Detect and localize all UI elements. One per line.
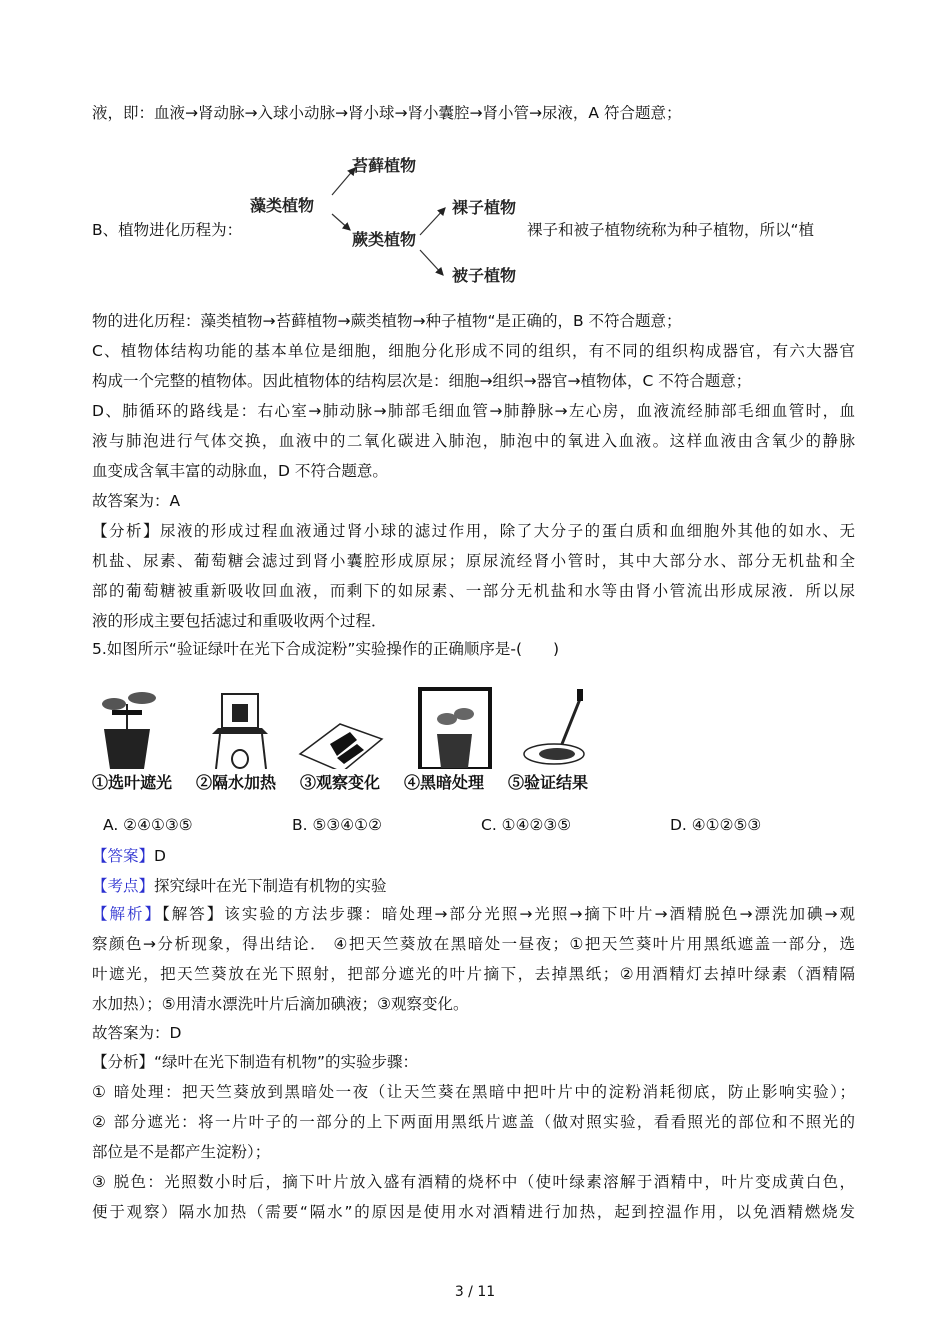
question-5: 5.如图所示“验证绿叶在光下合成淀粉”实验操作的正确顺序是-( ): [92, 640, 560, 658]
text-line: 部位是不是都产生淀粉）；: [92, 1143, 271, 1161]
text-line: ① 暗处理：把天竺葵放到黑暗处一夜（让天竺葵在黑暗中把叶片中的淀粉消耗彻底，防止影响实验）；: [92, 1083, 855, 1101]
text-line: C、植物体结构功能的基本单位是细胞，细胞分化形成不同的组织，有不同的组织构成器官，有六大器官: [92, 342, 855, 360]
analysis-line: [92, 904, 855, 924]
diagram-node-moss: 苔藓植物: [352, 156, 417, 175]
experiment-figure: [92, 684, 612, 769]
text-line: 构成一个完整的植物体。因此植物体的结构层次是：细胞→组织→器官→植物体，C 不符合题意；: [92, 372, 752, 390]
text-line: 故答案为：A: [92, 492, 181, 510]
diagram-node-gymnosperm: 裸子植物: [452, 198, 517, 217]
water-bath-icon: [212, 694, 268, 769]
text-line: 部的葡萄糖被重新吸收回血液，而剩下的如尿素、一部分无机盐和水等由肾小管流出形成尿液．所以尿: [92, 582, 855, 600]
option-d: D. ④①②⑤③: [670, 816, 762, 834]
figure-caption: ③观察变化: [300, 773, 381, 792]
text-line: ② 部分遮光：将一片叶子的一部分的上下两面用黑纸片遮盖（做对照实验，看看照光的部位和不照光的: [92, 1113, 855, 1131]
point-line: [92, 876, 855, 896]
leaf-result-icon: [300, 724, 382, 769]
diagram-node-angiosperm: 被子植物: [452, 266, 517, 285]
dark-treatment-icon: [420, 689, 490, 769]
option-a: A. ②④①③⑤: [103, 816, 193, 834]
text-line: 血变成含氧丰富的动脉血，D 不符合题意。: [92, 462, 388, 480]
figure-caption: ②隔水加热: [196, 773, 277, 792]
diagram-node-algae: 藻类植物: [250, 196, 315, 215]
point-value: 探究绿叶在光下制造有机物的实验: [154, 877, 387, 895]
text-line: B、植物进化历程为：: [92, 221, 243, 239]
text-line: 液，即：血液→肾动脉→入球小动脉→肾小球→肾小囊腔→肾小管→尿液，A 符合题意；: [92, 104, 682, 122]
text-line: 液的形成主要包括滤过和重吸收两个过程．: [92, 612, 387, 630]
text-line: 【分析】尿液的形成过程血液通过肾小球的滤过作用，除了大分子的蛋白质和血细胞外其他的如水、无: [92, 522, 855, 540]
text-line: ③ 脱色：光照数小时后，摘下叶片放入盛有酒精的烧杯中（使叶绿素溶解于酒精中，叶片变成黄白色，: [92, 1173, 855, 1191]
text-line: D、肺循环的路线是：右心室→肺动脉→肺部毛细血管→肺静脉→左心房，血液流经肺部毛细血管时，血: [92, 402, 855, 420]
text-line: 【分析】“绿叶在光下制造有机物”的实验步骤：: [92, 1053, 419, 1071]
analysis-text: 【解答】该实验的方法步骤：暗处理→部分光照→光照→摘下叶片→酒精脱色→漂洗加碘→观: [162, 905, 855, 923]
plant-pot-icon: [102, 692, 156, 769]
answer-line: [92, 846, 855, 866]
text-line: 物的进化历程：藻类植物→苔藓植物→蕨类植物→种子植物“是正确的，B 不符合题意；: [92, 312, 682, 330]
answer-value: D: [154, 847, 166, 865]
text-line: 察颜色→分析现象，得出结论． ④把天竺葵放在黑暗处一昼夜；①把天竺葵叶片用黑纸遮盖一部分，选: [92, 935, 855, 953]
text-line: 机盐、尿素、葡萄糖会滤过到肾小囊腔形成原尿；原尿流经肾小管时，其中大部分水、部分无机盐和全: [92, 552, 855, 570]
analysis-label: 【解析】: [92, 905, 163, 923]
diagram-node-fern: 蕨类植物: [352, 230, 417, 249]
option-b: B. ⑤③④①②: [292, 816, 382, 834]
iodine-dropper-icon: [524, 689, 584, 764]
answer-label: 【答案】: [92, 847, 155, 865]
figure-caption: ⑤验证结果: [508, 773, 589, 792]
page-number: 3 / 11: [454, 1284, 496, 1300]
figure-caption: ④黑暗处理: [404, 773, 485, 792]
point-label: 【考点】: [92, 877, 155, 895]
text-line: 液与肺泡进行气体交换，血液中的二氧化碳进入肺泡，肺泡中的氧进入血液。这样血液由含氧少的静脉: [92, 432, 855, 450]
text-line: 叶遮光，把天竺葵放在光下照射，把部分遮光的叶片摘下，去掉黑纸；②用酒精灯去掉叶绿素（酒精隔: [92, 965, 855, 983]
text-line: 水加热）；⑤用清水漂洗叶片后滴加碘液；③观察变化。: [92, 995, 469, 1013]
text-line: 裸子和被子植物统称为种子植物，所以“植: [527, 221, 815, 239]
text-line: 便于观察）隔水加热（需要“隔水”的原因是使用水对酒精进行加热，起到控温作用，以免酒精燃烧发: [92, 1203, 855, 1221]
text-line: 故答案为：D: [92, 1024, 182, 1042]
option-c: C. ①④②③⑤: [481, 816, 572, 834]
figure-caption: ①选叶遮光: [92, 773, 173, 792]
